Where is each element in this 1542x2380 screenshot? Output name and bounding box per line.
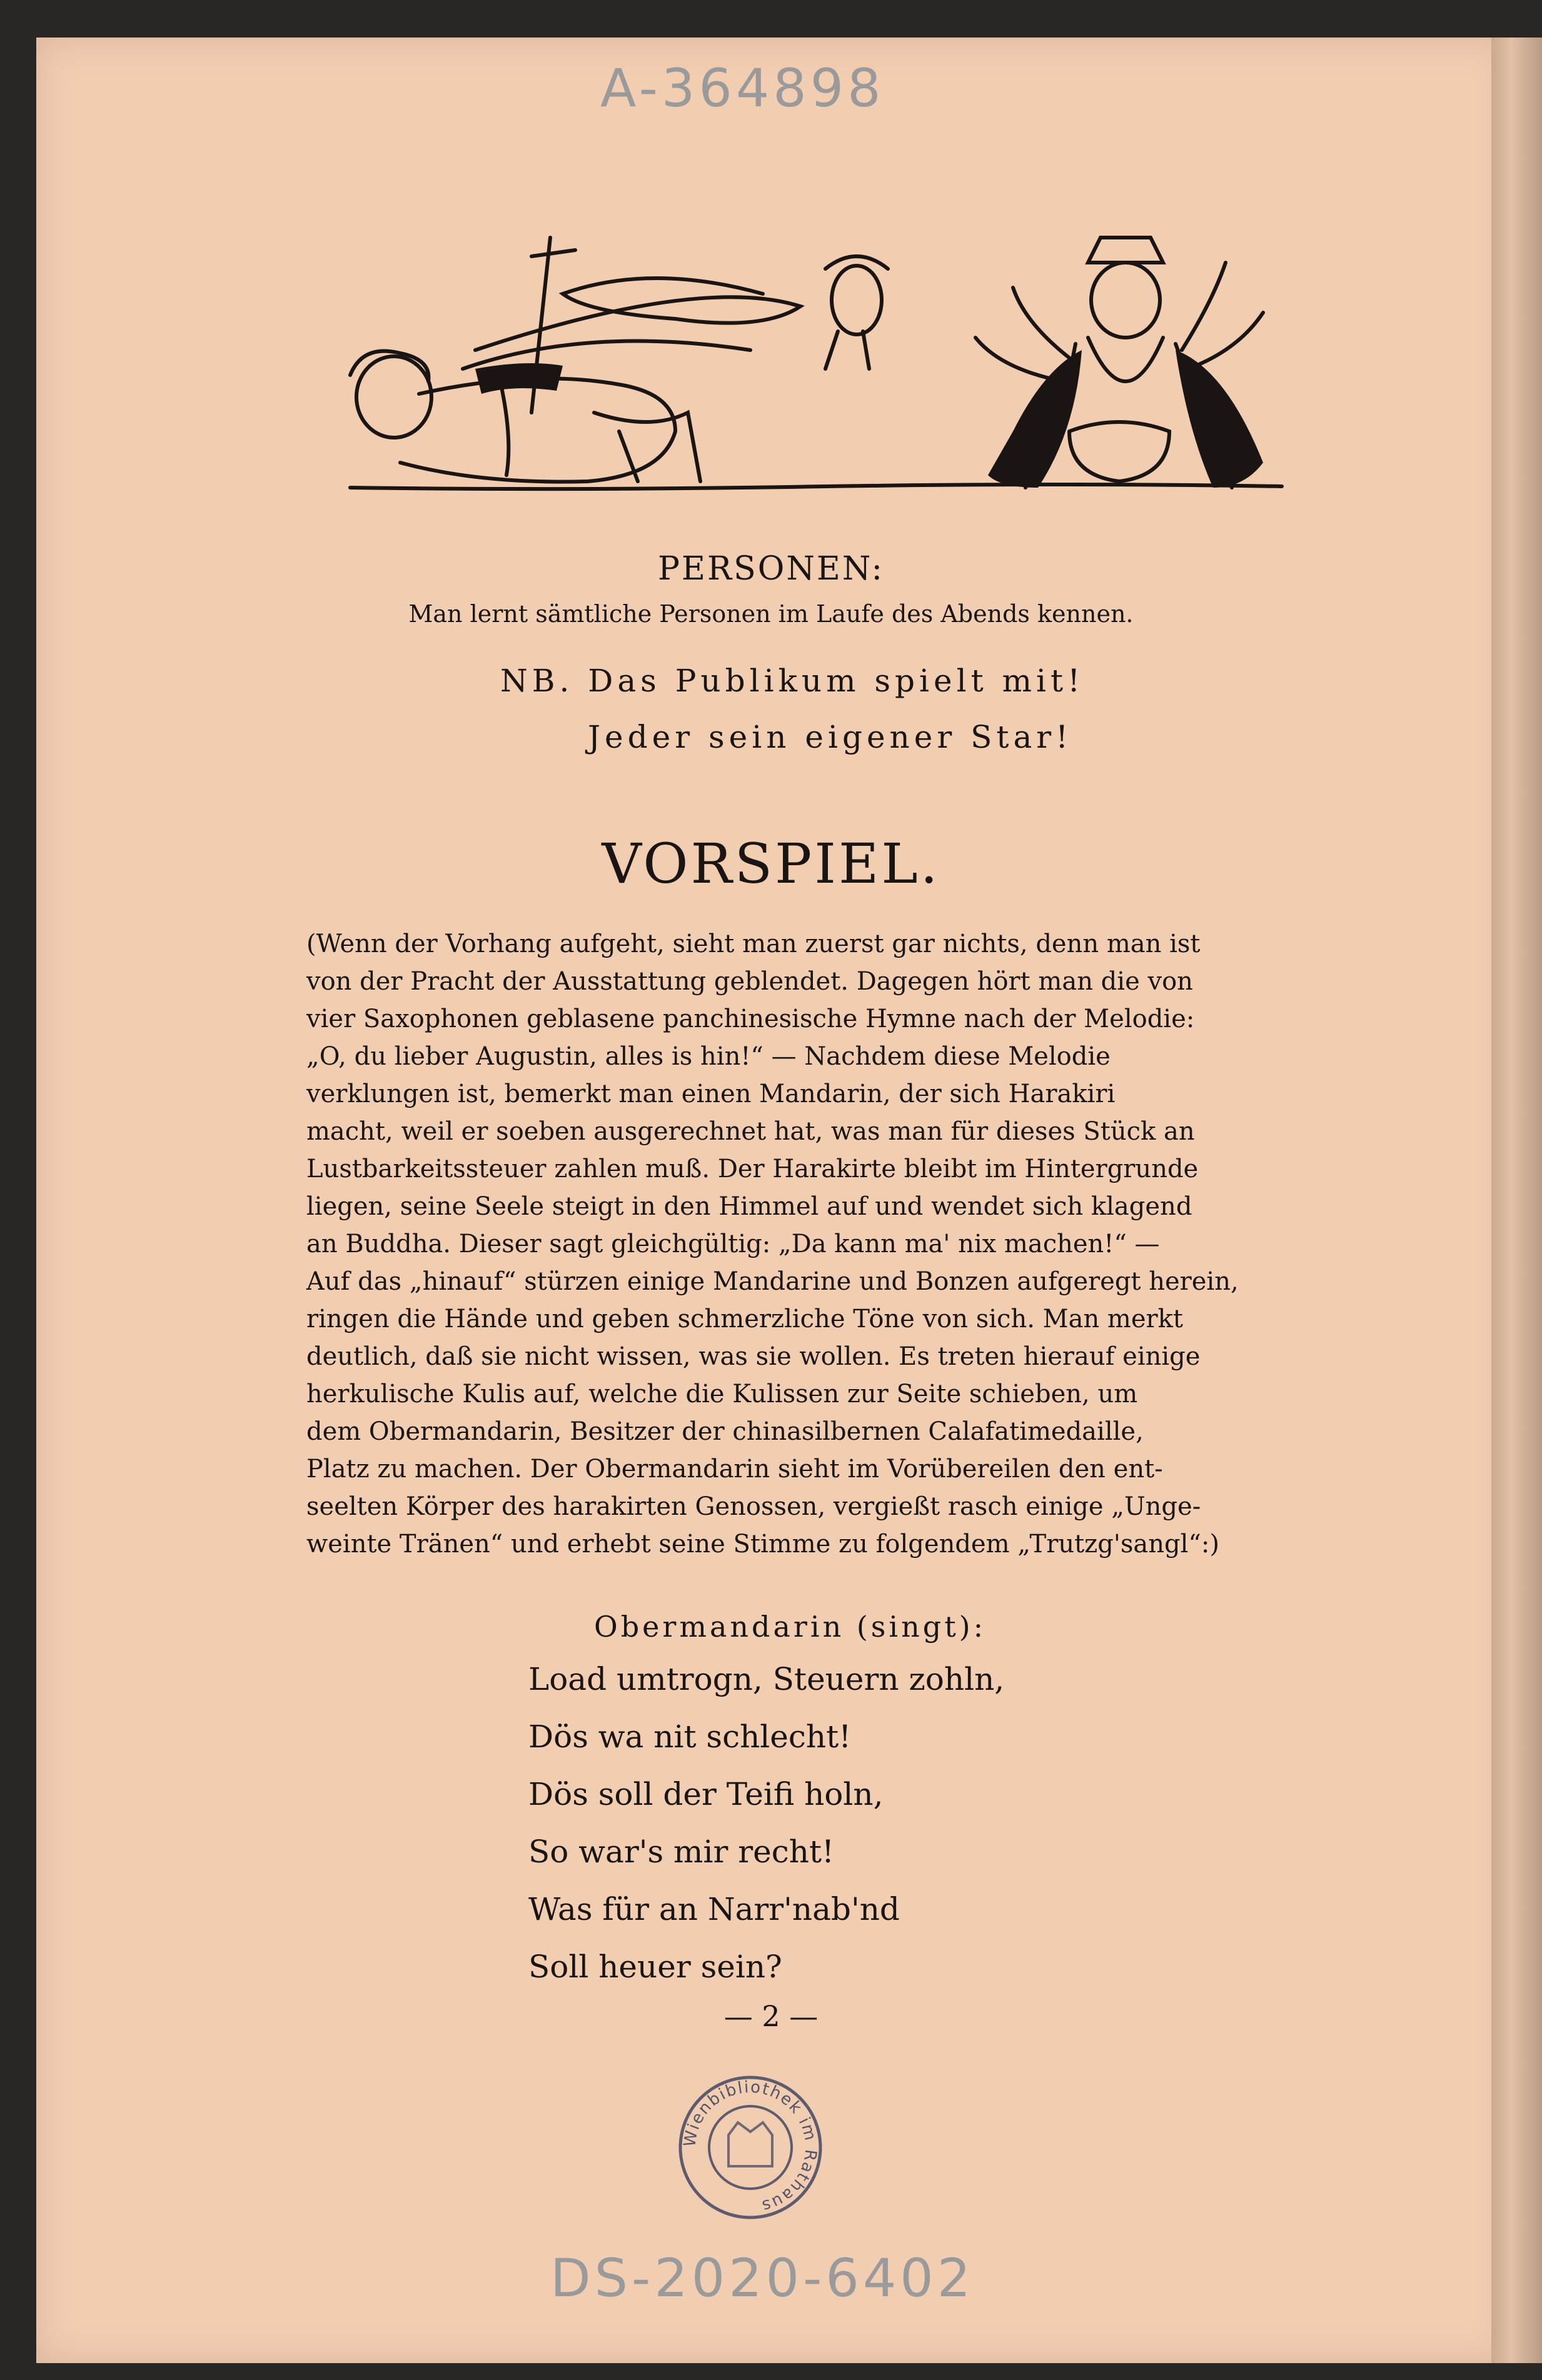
song-line: Load umtrogn, Steuern zohln, (528, 1661, 1005, 1697)
paragraph-line: deutlich, daß sie nicht wissen, was sie wollen. Es treten hierauf einige (306, 1342, 1201, 1371)
page-number: — 2 — (723, 1999, 819, 2033)
song-line: Was für an Narr'nab'nd (528, 1891, 900, 1927)
song-line: Dös wa nit schlecht! (528, 1719, 852, 1755)
pencil-catalog-number: A-364898 (600, 58, 885, 119)
personen-heading: PERSONEN: (658, 550, 884, 588)
paragraph-line: weinte Tränen“ und erhebt seine Stimme zu folgendem „Trutzg'sangl“:) (306, 1530, 1219, 1559)
pencil-accession-number: DS-2020-6402 (550, 2247, 975, 2309)
paragraph-line: Platz zu machen. Der Obermandarin sieht im Vorübereilen den ent- (306, 1455, 1163, 1484)
paragraph-line: herkulische Kulis auf, welche die Kulissen zur Seite schieben, um (306, 1380, 1138, 1408)
paragraph-line: macht, weil er soeben ausgerechnet hat, was man für dieses Stück an (306, 1117, 1195, 1146)
vorspiel-paragraph (306, 925, 1294, 1563)
svg-text:Wienbibliothek im Rathaus: Wienbibliothek im Rathaus (680, 2077, 820, 2216)
song-verse (528, 1650, 1004, 1996)
paragraph-line: verklungen ist, bemerkt man einen Mandarin, der sich Harakiri (306, 1080, 1116, 1108)
song-line: Soll heuer sein? (528, 1949, 782, 1985)
personen-line: Man lernt sämtliche Personen im Laufe des Abends kennen. (408, 600, 1134, 628)
vorspiel-heading: VORSPIEL. (602, 831, 940, 896)
paragraph-line: an Buddha. Dieser sagt gleichgültig: „Da kann ma' nix machen!“ — (306, 1230, 1160, 1258)
paragraph-line: Auf das „hinauf“ stürzen einige Mandarine und Bonzen aufgeregt herein, (306, 1267, 1239, 1296)
library-stamp-icon (675, 2072, 825, 2222)
paragraph-line: seelten Körper des harakirten Genossen, vergießt rasch einige „Unge- (306, 1492, 1201, 1521)
song-line: Dös soll der Teifi holn, (528, 1776, 884, 1812)
paragraph-line: (Wenn der Vorhang aufgeht, sieht man zuerst gar nichts, denn man ist (306, 930, 1201, 958)
song-line: So war's mir recht! (528, 1834, 835, 1870)
mandarin-harakiri-illustration-icon (325, 225, 1301, 500)
paragraph-line: liegen, seine Seele steigt in den Himmel auf und wendet sich klagend (306, 1192, 1192, 1221)
song-heading: Obermandarin (singt): (594, 1610, 987, 1644)
paragraph-line: ringen die Hände und geben schmerzliche Töne von sich. Man merkt (306, 1305, 1183, 1333)
nb-line-2: Jeder sein eigener Star! (588, 719, 1073, 755)
paragraph-line: „O, du lieber Augustin, alles is hin!“ — Nachdem diese Melodie (306, 1042, 1111, 1071)
nb-line-1: NB. Das Publikum spielt mit! (500, 663, 1085, 699)
paragraph-line: vier Saxophonen geblasene panchinesische Hymne nach der Melodie: (306, 1005, 1195, 1033)
paragraph-line: dem Obermandarin, Besitzer der chinasilbernen Calafatimedaille, (306, 1417, 1144, 1446)
paragraph-line: von der Pracht der Ausstattung geblendet. Dagegen hört man die von (306, 967, 1193, 996)
paragraph-line: Lustbarkeitssteuer zahlen muß. Der Harakirte bleibt im Hintergrunde (306, 1155, 1199, 1183)
